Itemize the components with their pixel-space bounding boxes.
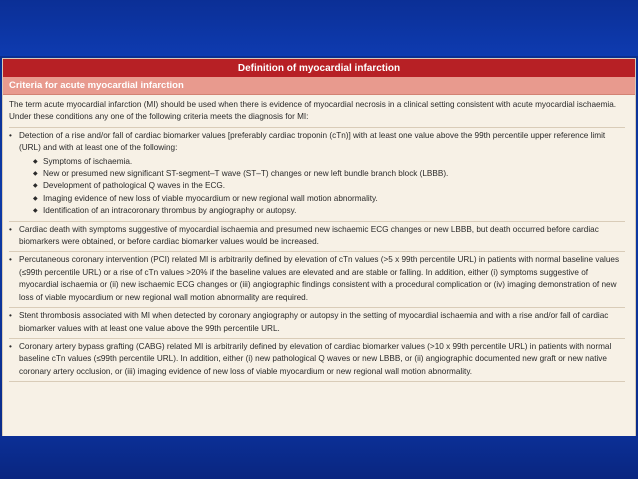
table-body: [3, 95, 635, 382]
bullet-icon: •: [9, 224, 12, 234]
diamond-icon: ◆: [33, 158, 38, 165]
slide-top-band: [0, 0, 638, 56]
criterion-1-text: Detection of a rise and/or fall of cardiac biomarker values [preferably cardiac troponin (cTn)] with at least one value above the 99th percentile upper reference limit (URL) and with at least one of the following:: [19, 130, 606, 153]
criterion-4-text: Stent thrombosis associated with MI when detected by coronary angiography or autopsy in the setting of myocardial ischaemia and with a rise and/or fall of cardiac biomarker values with at least one value above the 99th percentile URL.: [19, 311, 609, 333]
sub-item-text: Imaging evidence of new loss of viable myocardium or new regional wall motion abnormality.: [43, 193, 378, 203]
sub-item: [33, 156, 625, 168]
sub-item: [33, 193, 625, 205]
criterion-2-text: Cardiac death with symptoms suggestive of myocardial ischaemia and presumed new ischaemic ECG changes or new LBBB, but death occurred before cardiac biomarkers were obtained, or before cardiac biomarker values would be increased.: [19, 224, 599, 247]
sub-item-text: Identification of an intracoronary thrombus by angiography or autopsy.: [43, 206, 297, 216]
criterion-3-text: Percutaneous coronary intervention (PCI) related MI is arbitrarily defined by elevation of cTn values (>5 x 99th percentile URL) in patients with normal baseline values (≤99th percentile URL) or a rise of cTn values >20% if the baseline values are elevated and are stable or falling. In addition, either (i) symptoms suggestive of myocardial ischaemia or (ii) new ischaemic ECG changes or (iii) angiographic findings consistent with a procedural complication or (iv) imaging demonstration of new loss of viable myocardium or new regional wall motion abnormality are required.: [19, 255, 620, 302]
sub-item: [33, 168, 625, 180]
bullet-icon: •: [9, 341, 12, 351]
slide-bottom-band: [0, 436, 638, 479]
sub-item-text: Symptoms of ischaemia.: [43, 156, 133, 166]
table-bottom-rule: [9, 381, 625, 382]
table-subtitle: Criteria for acute myocardial infarction: [3, 77, 635, 95]
definition-table: [2, 58, 636, 464]
criterion-1-sub-list: [33, 156, 625, 218]
diamond-icon: ◆: [33, 195, 38, 202]
bullet-icon: •: [9, 311, 12, 321]
criterion-4: [9, 307, 625, 338]
criterion-2: [9, 221, 625, 252]
criterion-5-text: Coronary artery bypass grafting (CABG) related MI is arbitrarily defined by elevation of cardiac biomarker values (>10 x 99th percentile URL) in patients with normal baseline cTn values (≤99th percentile URL). In addition, either (i) new pathological Q waves or new LBBB, or (ii) angiographic documented new graft or new native coronary artery occlusion, or (iii) imaging evidence of new loss of viable myocardium or new regional wall motion abnormality.: [19, 341, 612, 376]
criterion-1: [9, 127, 625, 221]
diamond-icon: ◆: [33, 171, 38, 178]
diamond-icon: ◆: [33, 208, 38, 215]
sub-item-text: New or presumed new significant ST-segment–T wave (ST–T) changes or new left bundle branch block (LBBB).: [43, 169, 449, 179]
sub-item: [33, 205, 625, 217]
bullet-icon: •: [9, 255, 12, 265]
diamond-icon: ◆: [33, 183, 38, 190]
criterion-3: [9, 251, 625, 307]
intro-paragraph: The term acute myocardial infarction (MI) should be used when there is evidence of myocardial necrosis in a clinical setting consistent with acute myocardial ischaemia. Under these conditions any one of the following criteria meets the diagnosis for MI:: [9, 100, 617, 122]
sub-item-text: Development of pathological Q waves in the ECG.: [43, 181, 226, 191]
sub-item: [33, 180, 625, 192]
bullet-icon: •: [9, 130, 12, 140]
table-title: Definition of myocardial infarction: [3, 59, 635, 77]
criterion-5: [9, 338, 625, 381]
